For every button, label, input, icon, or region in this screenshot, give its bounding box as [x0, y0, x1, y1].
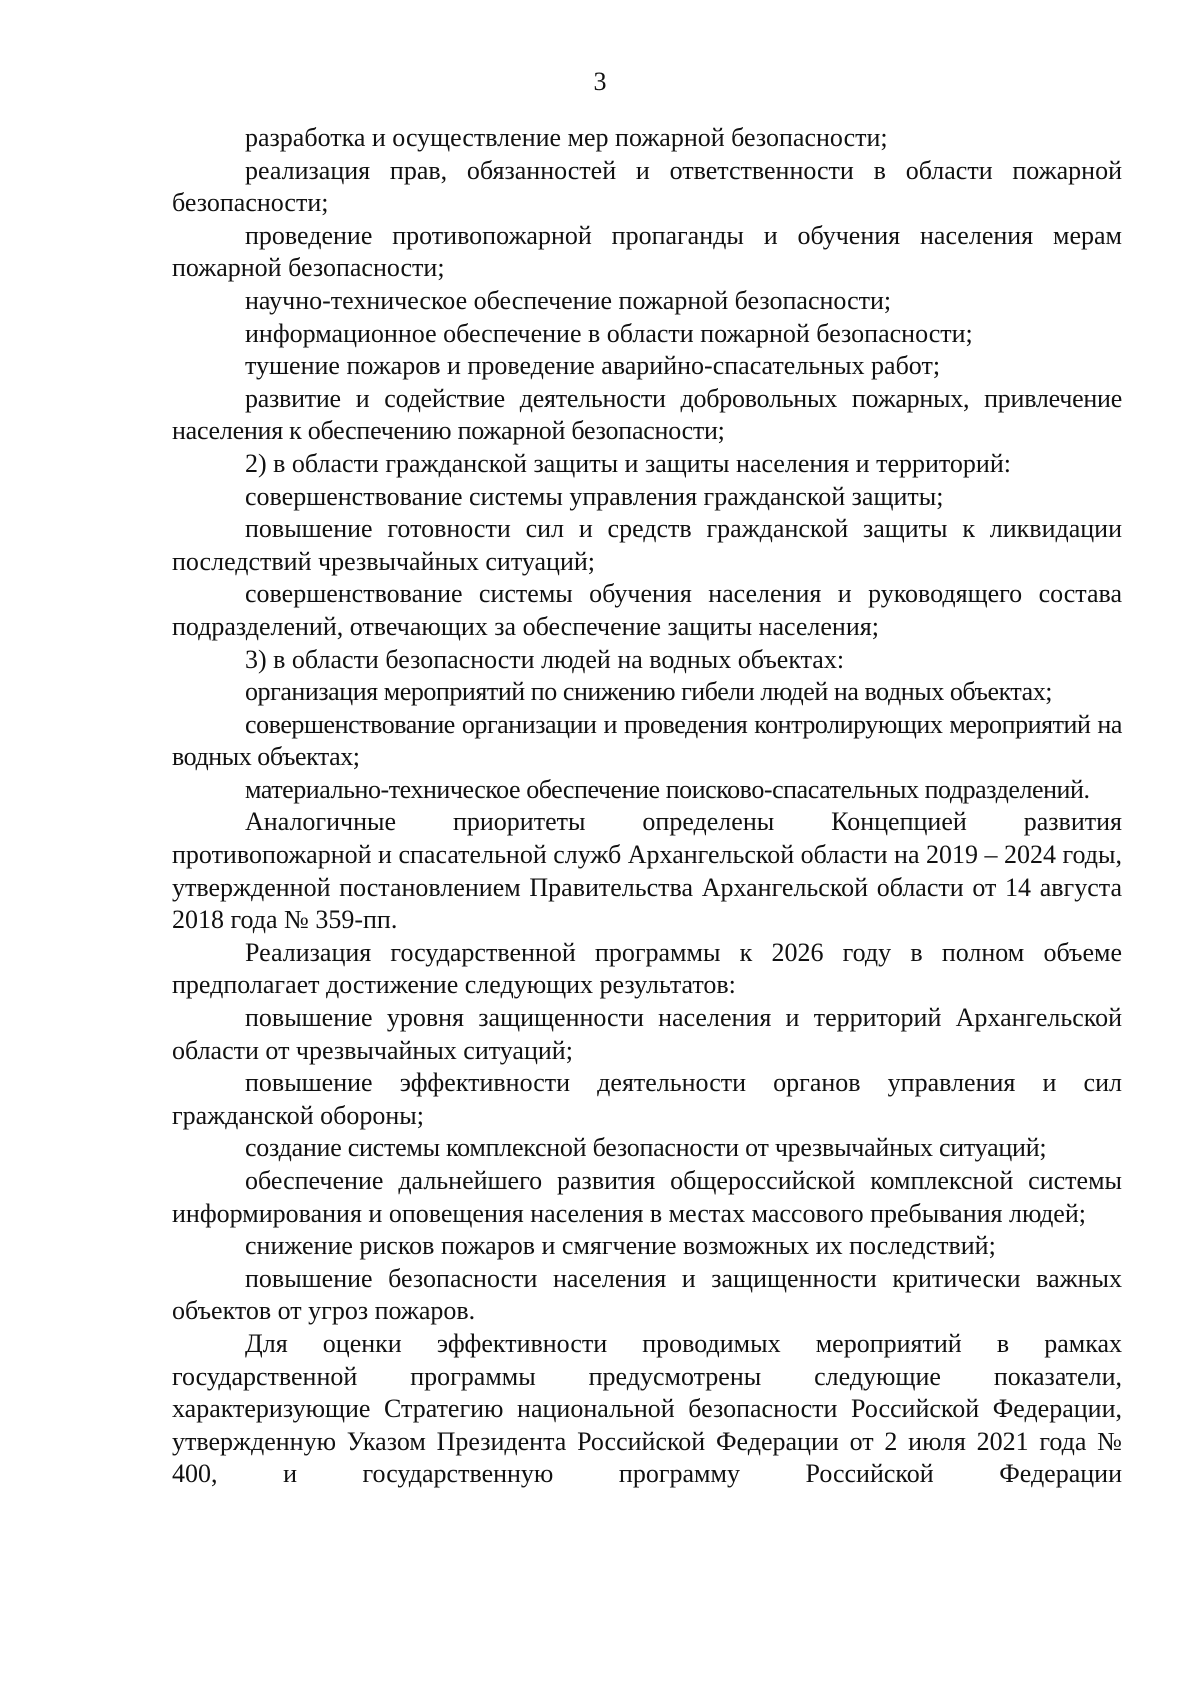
- paragraph: разработка и осуществление мер пожарной безопасности;: [245, 123, 888, 152]
- page-number: 3: [593, 67, 607, 96]
- document-body: [172, 122, 1122, 1491]
- paragraph: снижение рисков пожаров и смягчение возможных их последствий;: [245, 1231, 996, 1261]
- paragraph: информационное обеспечение в области пожарной безопасности;: [245, 318, 973, 348]
- paragraph: повышение эффективности деятельности органов управления и сил гражданской обороны;: [172, 1068, 1122, 1130]
- paragraph: совершенствование системы обучения населения и руководящего состава подразделений, отвечающих за обеспечение защиты населения;: [172, 579, 1122, 641]
- paragraph: проведение противопожарной пропаганды и обучения населения мерам пожарной безопасности;: [172, 220, 1122, 283]
- paragraph: повышение уровня защищенности населения и территорий Архангельской области от чрезвычайных ситуаций;: [172, 1003, 1122, 1065]
- paragraph: Реализация государственной программы к 2026 году в полном объеме предполагает достижение следующих результатов:: [172, 937, 1122, 1000]
- paragraph: 2) в области гражданской защиты и защиты населения и территорий:: [245, 448, 1011, 478]
- paragraph: обеспечение дальнейшего развития общероссийской комплексной системы информирования и оповещения населения в местах массового пребывания людей;: [172, 1166, 1122, 1228]
- paragraph: реализация прав, обязанностей и ответственности в области пожарной безопасности;: [172, 155, 1122, 218]
- paragraph: совершенствование системы управления гражданской защиты;: [245, 481, 944, 511]
- paragraph: повышение безопасности населения и защищенности критически важных объектов от угроз пожаров.: [172, 1263, 1122, 1326]
- paragraph: научно-техническое обеспечение пожарной безопасности;: [245, 285, 892, 315]
- paragraph: материально-техническое обеспечение поисково-спасательных подразделений.: [245, 774, 1090, 804]
- paragraph: повышение готовности сил и средств гражданской защиты к ликвидации последствий чрезвычайных ситуаций;: [172, 514, 1122, 576]
- paragraph: Аналогичные приоритеты определены Концепцией развития противопожарной и спасательной служб Архангельской области на 2019 – 2024 годы, утвержденной постановлением Правительства Архангельской области от 14 августа 2018 года № 359-пп.: [172, 807, 1122, 935]
- paragraph: 3) в области безопасности людей на водных объектах:: [245, 644, 845, 674]
- paragraph: совершенствование организации и проведения контролирующих мероприятий на водных объектах;: [172, 709, 1122, 772]
- paragraph: создание системы комплексной безопасности от чрезвычайных ситуаций;: [245, 1133, 1047, 1163]
- paragraph: тушение пожаров и проведение аварийно-спасательных работ;: [245, 351, 941, 381]
- paragraph: Для оценки эффективности проводимых мероприятий в рамках государственной программы предусмотрены следующие показатели, характеризующие Стратегию национальной безопасности Российской Федерации, утвержденную Указом Президента Российской Федерации от 2 июля 2021 года № 400, и государственную программу Российской Федерации: [172, 1328, 1122, 1489]
- paragraph: развитие и содействие деятельности добровольных пожарных, привлечение населения к обеспечению пожарной безопасности;: [172, 383, 1122, 446]
- paragraph: организация мероприятий по снижению гибели людей на водных объектах;: [245, 677, 1053, 707]
